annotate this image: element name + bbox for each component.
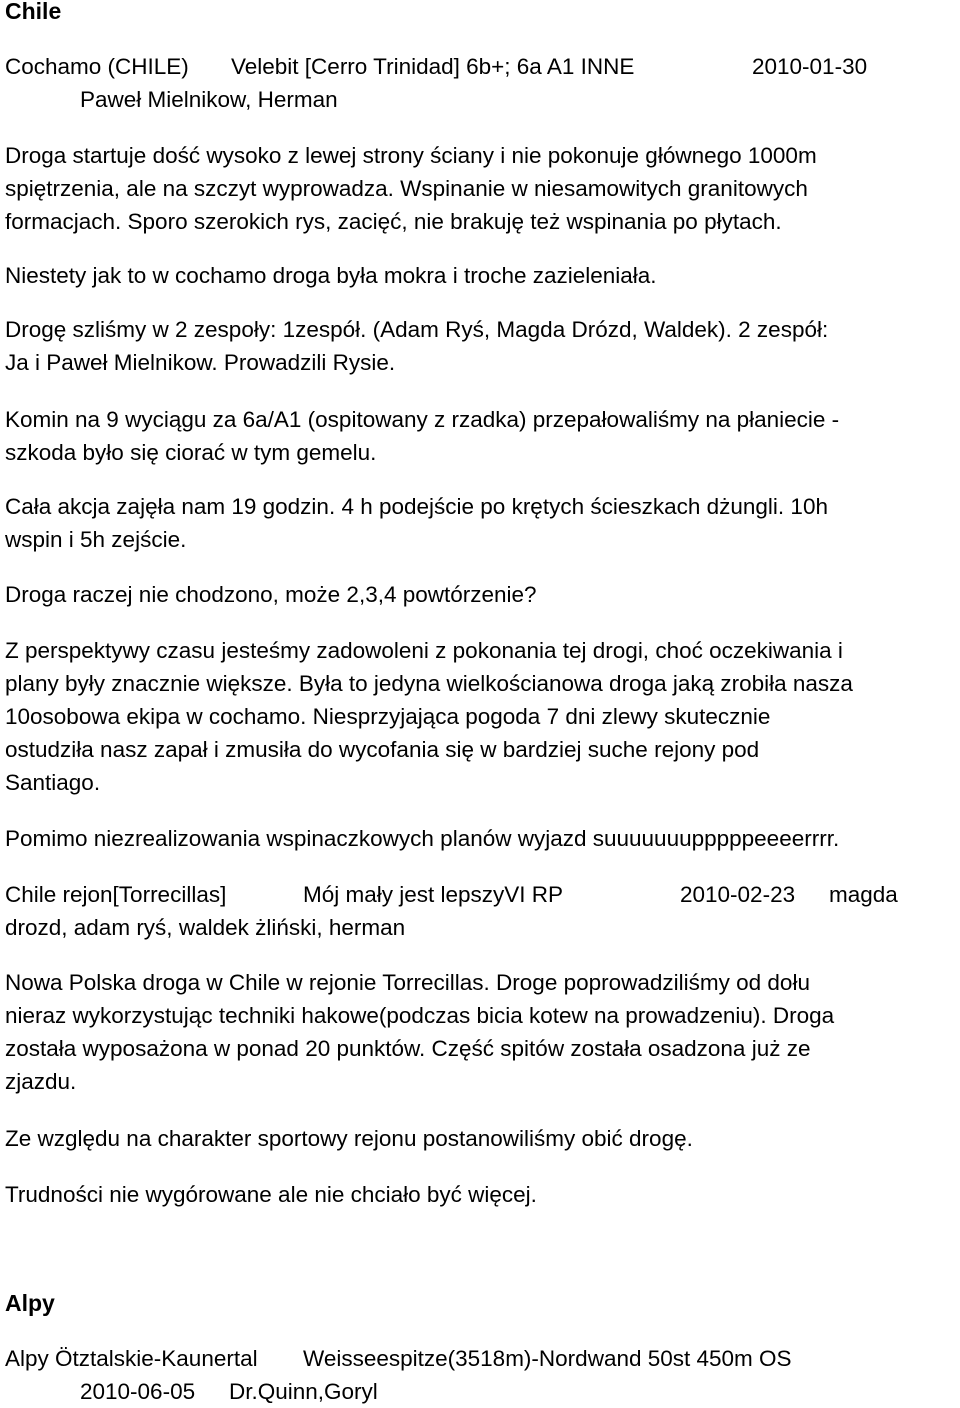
text-line: została wyposażona w ponad 20 punktów. Część spitów została osadzona już ze	[5, 1036, 811, 1061]
text-line: formacjach. Sporo szerokich rys, zacięć, nie brakuję też wspinania po płytach.	[5, 209, 782, 234]
text-line: wspin i 5h zejście.	[5, 527, 187, 552]
text-line: Santiago.	[5, 770, 101, 795]
paragraph-repeats: Droga raczej nie chodzono, może 2,3,4 powtórzenie?	[5, 582, 537, 607]
paragraph-summary: Pomimo niezrealizowania wspinaczkowych planów wyjazd suuuuuuupppppeeeerrrr.	[5, 826, 840, 851]
text-line: ostudziła nasz zapał i zmusiła do wycofania się w bardziej suche rejony pod	[5, 737, 760, 762]
entry-location: Cochamo (CHILE)	[5, 54, 189, 79]
text-line: Drogę szliśmy w 2 zespoły: 1zespół. (Adam Ryś, Magda Drózd, Waldek). 2 zespół:	[5, 317, 829, 342]
entry-climbers: magda	[829, 882, 898, 907]
text-line: Nowa Polska droga w Chile w rejonie Torrecillas. Droge poprowadziliśmy od dołu	[5, 970, 810, 995]
entry-climbers: Dr.Quinn,Goryl	[229, 1379, 378, 1404]
entry-location: Chile rejon[Torrecillas]	[5, 882, 227, 907]
section-heading-alpy: Alpy	[5, 1290, 55, 1316]
text-line: Ja i Paweł Mielnikow. Prowadzili Rysie.	[5, 350, 396, 375]
section-heading-chile: Chile	[5, 0, 62, 24]
entry-climbers: Paweł Mielnikow, Herman	[80, 87, 338, 112]
paragraph-conditions: Niestety jak to w cochamo droga była mokra i troche zazieleniała.	[5, 263, 657, 288]
paragraph-difficulty: Trudności nie wygórowane ale nie chciało być więcej.	[5, 1182, 537, 1207]
entry-date: 2010-01-30	[752, 54, 868, 79]
text-line: szkoda było się ciorać w tym gemelu.	[5, 440, 377, 465]
entry-location: Alpy Ötztalskie-Kaunertal	[5, 1346, 258, 1371]
entry-climbers-continued: drozd, adam ryś, waldek żliński, herman	[5, 915, 406, 940]
text-line: nieraz wykorzystując techniki hakowe(podczas bicia kotew na prowadzeniu). Droga	[5, 1003, 835, 1028]
entry-route: Weisseespitze(3518m)-Nordwand 50st 450m OS	[303, 1346, 792, 1371]
paragraph-bolting: Ze względu na charakter sportowy rejonu postanowiliśmy obić drogę.	[5, 1126, 693, 1151]
text-line: zjazdu.	[5, 1069, 77, 1094]
text-line: plany były znacznie większe. Była to jedyna wielkościanowa droga jaką zrobiła nasza	[5, 671, 853, 696]
text-line: Cała akcja zajęła nam 19 godzin. 4 h podejście po krętych ścieszkach dżungli. 10h	[5, 494, 828, 519]
text-line: Z perspektywy czasu jesteśmy zadowoleni z pokonania tej drogi, choć oczekiwania i	[5, 638, 843, 663]
entry-route: Velebit [Cerro Trinidad] 6b+; 6a A1 INNE	[231, 54, 635, 79]
entry-date: 2010-06-05	[80, 1379, 196, 1404]
text-line: 10osobowa ekipa w cochamo. Niesprzyjająca pogoda 7 dni zlewy skutecznie	[5, 704, 771, 729]
text-line: Droga startuje dość wysoko z lewej strony ściany i nie pokonuje głównego 1000m	[5, 143, 817, 168]
entry-route: Mój mały jest lepszyVI RP	[303, 882, 564, 907]
entry-date: 2010-02-23	[680, 882, 796, 907]
text-line: Komin na 9 wyciągu za 6a/A1 (ospitowany z rzadka) przepałowaliśmy na płaniecie -	[5, 407, 840, 432]
text-line: spiętrzenia, ale na szczyt wyprowadza. Wspinanie w niesamowitych granitowych	[5, 176, 808, 201]
